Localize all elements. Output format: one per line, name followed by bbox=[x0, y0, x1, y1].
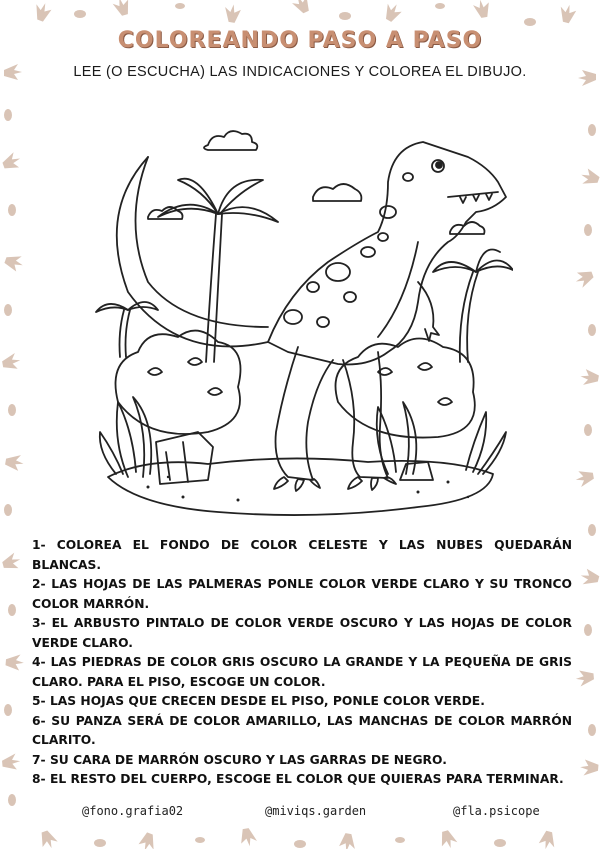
instruction-item: 3- EL ARBUSTO PINTALO DE COLOR VERDE OSCURO Y LAS HOJAS DE COLOR VERDE CLARO. bbox=[32, 616, 572, 650]
ground-plant bbox=[100, 397, 151, 477]
dino-footprint-icon bbox=[223, 3, 242, 24]
instruction-list bbox=[32, 536, 572, 790]
social-handle: @fono.grafia02 bbox=[82, 804, 184, 818]
cloud bbox=[450, 222, 485, 234]
footer-credits bbox=[0, 804, 600, 824]
dino-footprint-icon bbox=[112, 0, 132, 17]
bush bbox=[336, 339, 475, 438]
palm-tree bbox=[96, 302, 158, 357]
page-subtitle: LEE (O ESCUCHA) LAS INDICACIONES Y COLOREA EL DIBUJO. bbox=[73, 64, 527, 80]
dinosaur-coloring-illustration bbox=[88, 102, 513, 532]
dinosaur-spots bbox=[284, 173, 413, 327]
bush-leaf bbox=[148, 358, 452, 405]
dino-footprint-icon bbox=[381, 0, 404, 24]
instruction-item: 2- LAS HOJAS DE LAS PALMERAS PONLE COLOR VERDE CLARO Y SU TRONCO COLOR MARRÓN. bbox=[32, 577, 572, 611]
cloud bbox=[204, 131, 257, 150]
dinosaur-arm bbox=[418, 282, 439, 341]
social-handle: @miviqs.garden bbox=[265, 804, 367, 818]
small-rock bbox=[400, 462, 433, 480]
dinosaur-leg bbox=[276, 347, 334, 480]
instruction-item: 5- LAS HOJAS QUE CRECEN DESDE EL PISO, PONLE COLOR VERDE. bbox=[32, 694, 485, 708]
instruction-item: 4- LAS PIEDRAS DE COLOR GRIS OSCURO LA GRANDE Y LA PEQUEÑA DE GRIS CLARO. PARA EL PISO, ESCOGE UN COLOR. bbox=[32, 655, 572, 689]
dino-footprint-icon bbox=[557, 3, 577, 25]
dino-footprint-icon bbox=[32, 1, 53, 23]
dinosaur-claws bbox=[274, 477, 396, 491]
instruction-item: 8- EL RESTO DEL CUERPO, ESCOGE EL COLOR QUE QUIERAS PARA TERMINAR. bbox=[32, 772, 564, 786]
page-title: COLOREANDO PASO A PASO bbox=[117, 28, 483, 53]
palm-tree bbox=[433, 250, 513, 363]
dino-footprint-icon bbox=[290, 0, 312, 16]
cloud bbox=[313, 184, 361, 201]
dino-footprint-icon bbox=[472, 0, 491, 19]
instruction-item: 1- COLOREA EL FONDO DE COLOR CELESTE Y LAS NUBES QUEDARÁN BLANCAS. bbox=[32, 538, 572, 572]
social-handle: @fla.psicope bbox=[453, 804, 540, 818]
dinosaur-body bbox=[268, 142, 506, 365]
instruction-item: 7- SU CARA DE MARRÓN OSCURO Y LAS GARRAS DE NEGRO. bbox=[32, 752, 447, 767]
instruction-item: 6- SU PANZA SERÁ DE COLOR AMARILLO, LAS MANCHAS DE COLOR MARRÓN CLARITO. bbox=[32, 713, 572, 747]
